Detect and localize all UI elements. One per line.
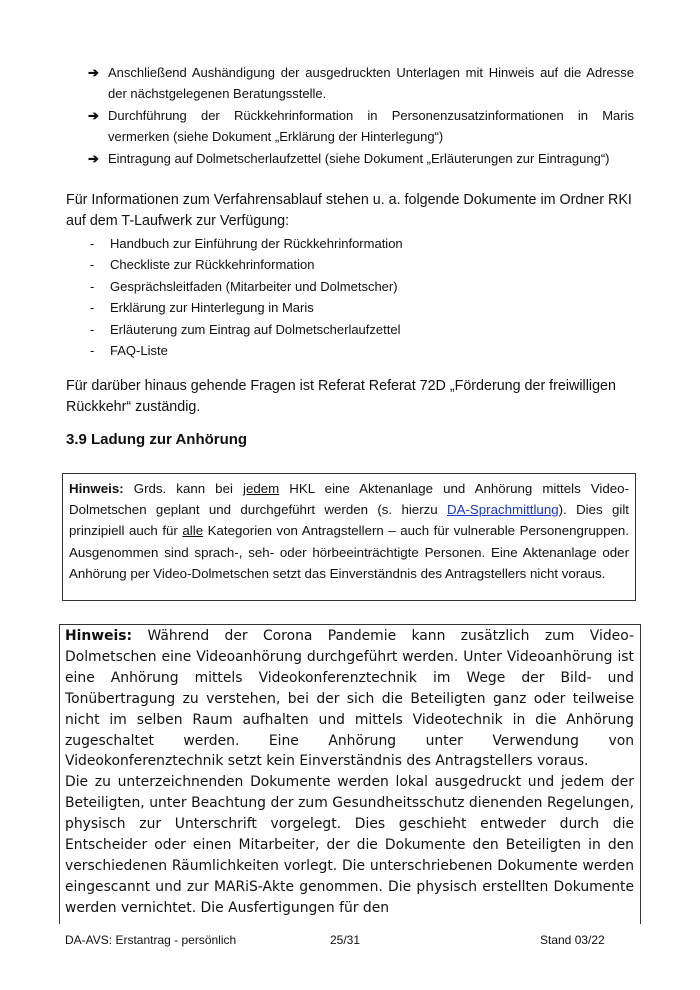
dash-marker: - (90, 300, 95, 316)
note-text: ). Dies gilt prinzipiell auch für (69, 502, 629, 539)
list-item (90, 340, 610, 361)
note-paragraph (65, 626, 634, 772)
list-item (90, 254, 610, 275)
list-item-text: Checkliste zur Rückkehrinformation (110, 257, 315, 273)
list-item-text: Gesprächsleitfaden (Mitarbeiter und Dolmetscher) (110, 278, 398, 294)
bullet-item (88, 105, 634, 147)
list-item-text: FAQ-Liste (110, 343, 168, 359)
bullet-text: Durchführung der Rückkehrinformation in Personenzusatzinformationen in Maris vermerken (siehe Dokument „Erklärung der Hinterlegung“) (108, 108, 634, 144)
arrow-right-icon: ➔ (88, 108, 99, 123)
emphasis-text: alle (182, 523, 204, 539)
list-item-text: Erklärung zur Hinterlegung in Maris (110, 300, 314, 316)
bullet-text: Anschließend Aushändigung der ausgedruckten Unterlagen mit Hinweis auf die Adresse der nächstgelegenen Beratungsstelle. (108, 65, 634, 101)
footer-version: Stand 03/22 (540, 933, 605, 947)
note-text: Grds. kann bei (123, 481, 243, 496)
contact-paragraph: Für darüber hinaus gehende Fragen ist Referat Referat 72D „Förderung der freiwilligen Rückkehr“ zuständig. (66, 378, 616, 415)
footer-document-title: DA-AVS: Erstantrag - persönlich (65, 933, 237, 947)
note-text: Kategorien von Antragstellern – auch für vulnerable Personengruppen. Ausgenommen sind sprach-, seh- oder hörbeeinträchtigte Personen. Eine Aktenanlage oder Anhörung per Video-Dolmetschen setzt das Einverständnis des Antragstellers nicht voraus. (69, 523, 629, 581)
da-sprachmittlung-link[interactable]: DA-Sprachmittlung (447, 502, 559, 518)
bullet-item (88, 148, 634, 169)
bullet-text: Eintragung auf Dolmetscherlaufzettel (siehe Dokument „Erläuterungen zur Eintragung“) (108, 151, 610, 166)
arrow-right-icon: ➔ (88, 151, 99, 166)
dash-marker: - (90, 321, 95, 337)
section-heading: 3.9 Ladung zur Anhörung (66, 431, 248, 448)
list-item-text: Handbuch zur Einführung der Rückkehrinformation (110, 236, 403, 251)
arrow-right-icon: ➔ (88, 65, 99, 80)
list-item (90, 297, 610, 318)
list-item (90, 233, 610, 254)
document-list (90, 233, 610, 361)
video-interpreting-note (62, 473, 636, 601)
note-paragraph: Die zu unterzeichnenden Dokumente werden lokal ausgedruckt und jedem der Beteiligten, unter Beachtung der zum Gesundheitsschutz dienenden Regelungen, physisch zur Unterschrift vorgelegt. Dies geschieht entweder durch die Entscheider oder einen Mitarbeiter, der die Dokumente den Beteiligten in den verschiedenen Räumlichkeiten vorlegt. Die unterschriebenen Dokumente werden eingescannt und zur MARiS-Akte genommen. Die physisch erstellten Dokumente werden vernichtet. Die Ausfertigungen für den (65, 774, 634, 916)
arrow-bullet-list (88, 62, 634, 170)
dash-marker: - (90, 257, 95, 273)
bullet-item (88, 62, 634, 104)
dash-marker: - (90, 343, 95, 359)
list-item (90, 276, 610, 297)
page-number: 25/31 (330, 933, 361, 947)
note-text: HKL eine Aktenanlage und Anhörung mittels Video-Dolmetschen geplant und durchgeführt werden (s. hierzu (69, 481, 629, 518)
note-label: Hinweis: (65, 628, 133, 644)
dash-marker: - (90, 236, 95, 251)
dash-marker: - (90, 278, 95, 294)
intro-paragraph: Für Informationen zum Verfahrensablauf stehen u. a. folgende Dokumente im Ordner RKI auf dem T-Laufwerk zur Verfügung: (66, 192, 632, 229)
note-label: Hinweis: (69, 481, 124, 496)
list-item-text: Erläuterung zum Eintrag auf Dolmetscherlaufzettel (110, 321, 401, 337)
note-text: Während der Corona Pandemie kann zusätzlich zum Video-Dolmetschen eine Videoanhörung durchgeführt werden. Unter Videoanhörung ist eine Anhörung mittels Videokonferenztechnik im Wege der Bild- und Tonübertragung zu verstehen, bei der sich die Beteiligten ganz oder teilweise nicht im selben Raum aufhalten und mittels Videotechnik in die Anhörung zugeschaltet werden. Eine Anhörung unter Verwendung von Videokonferenztechnik setzt kein Einverständnis des Antragstellers voraus. (65, 628, 634, 770)
list-item (90, 319, 610, 340)
emphasis-text: jedem (242, 481, 280, 496)
video-hearing-note (59, 624, 641, 924)
